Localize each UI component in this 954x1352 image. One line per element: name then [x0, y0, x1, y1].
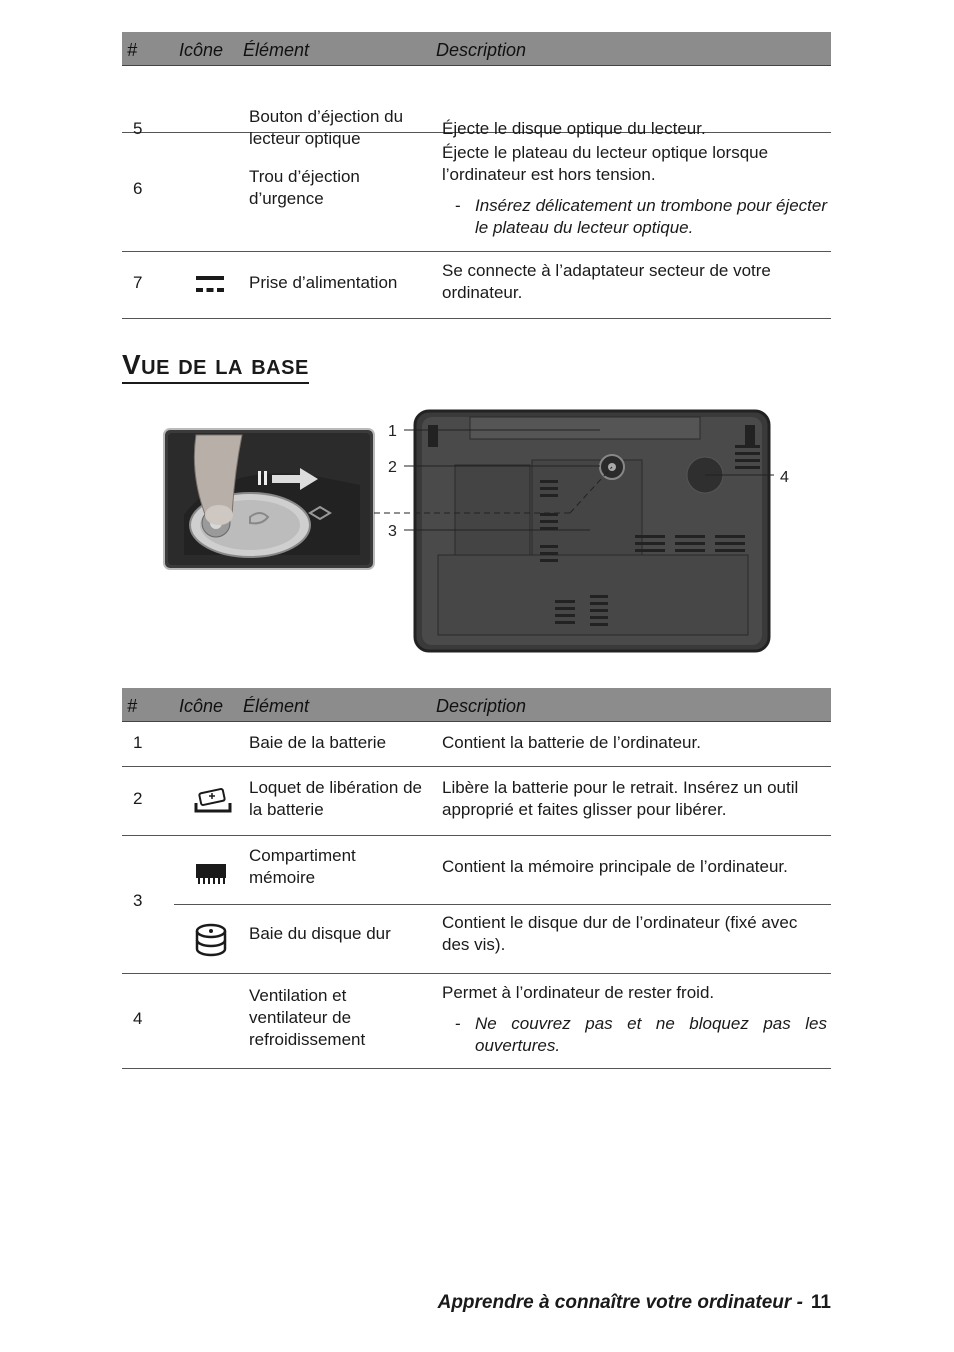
row-num: 7: [133, 273, 143, 292]
inset-latch-photo: [164, 429, 374, 569]
memory-icon: [194, 862, 228, 886]
row-num: 4: [133, 1009, 143, 1028]
dc-power-icon: [194, 274, 226, 296]
callout-3: 3: [388, 523, 397, 540]
table-top: [122, 32, 831, 319]
row-num: 2: [133, 789, 143, 808]
row-description-block: [442, 982, 827, 1057]
section-title: Vue de la base: [122, 348, 309, 384]
row-element: Prise d’alimentation: [249, 273, 398, 292]
header-description: Description: [436, 40, 527, 60]
laptop-base-photo: [415, 411, 769, 651]
row-element: Compartiment mémoire: [249, 846, 356, 887]
footer-text: Apprendre à connaître votre ordinateur -: [437, 1292, 803, 1313]
laptop-base-figure: [160, 405, 800, 660]
row-element: Baie de la batterie: [249, 733, 387, 752]
note-dash: -: [455, 1014, 461, 1033]
row-description-block: [442, 142, 827, 239]
row-num: 1: [133, 733, 143, 752]
table-row: [122, 767, 831, 836]
table-row: [122, 722, 831, 767]
table-row: [122, 974, 831, 1069]
row-num: 3: [133, 891, 143, 910]
row-description: Contient la mémoire principale de l’ordinateur.: [442, 857, 788, 876]
row-element: Bouton d’éjection du lecteur optique: [249, 107, 404, 148]
page-number: 11: [810, 1292, 831, 1313]
row-description: Contient le disque dur de l’ordinateur (fixé avec des vis).: [442, 913, 798, 954]
row-description: Libère la batterie pour le retrait. Insérez un outil approprié et faites glisser pour libérer.: [442, 778, 799, 819]
callout-4: 4: [780, 469, 789, 486]
row-num: 6: [133, 179, 143, 198]
row-description: Se connecte à l’adaptateur secteur de votre ordinateur.: [442, 261, 771, 302]
header-description: Description: [436, 696, 527, 716]
row-note-wrap: [442, 195, 827, 239]
row-description: Éjecte le plateau du lecteur optique lorsque l’ordinateur est hors tension.: [442, 143, 769, 184]
callout-1: 1: [388, 423, 397, 440]
row-element: Trou d’éjection d’urgence: [249, 167, 360, 208]
note-dash: -: [455, 196, 461, 215]
table-row-group: [122, 836, 831, 974]
header-element: Élément: [243, 40, 310, 60]
table-row: [122, 133, 831, 252]
table-row: [122, 252, 831, 319]
row-note: Insérez délicatement un trombone pour éjecter le plateau du lecteur optique.: [475, 196, 827, 237]
row-note: Ne couvrez pas et ne bloquez pas les ouvertures.: [475, 1014, 827, 1055]
page-footer: [438, 1292, 831, 1314]
header-element: Élément: [243, 696, 310, 716]
table-bottom: [122, 688, 831, 1069]
table-header: [122, 32, 831, 66]
header-icon: Icône: [179, 40, 224, 60]
row-divider: [174, 904, 831, 905]
row-description: Permet à l’ordinateur de rester froid.: [442, 983, 715, 1002]
row-num: 5: [133, 119, 143, 138]
header-num: #: [127, 40, 138, 60]
row-element: Loquet de libération de la batterie: [249, 778, 422, 819]
row-element: Baie du disque dur: [249, 924, 391, 943]
row-description: Éjecte le disque optique du lecteur.: [442, 119, 706, 138]
table-row: [122, 66, 831, 148]
header-icon: Icône: [179, 696, 224, 716]
row-element: Ventilation et ventilateur de refroidissement: [249, 986, 366, 1049]
table-header: [122, 688, 831, 722]
header-num: #: [127, 696, 138, 716]
battery-release-icon: [194, 785, 232, 817]
hard-disk-icon: [194, 922, 228, 958]
callout-2: 2: [388, 459, 397, 476]
row-note-wrap: [442, 1013, 827, 1057]
row-description: Contient la batterie de l’ordinateur.: [442, 733, 701, 752]
